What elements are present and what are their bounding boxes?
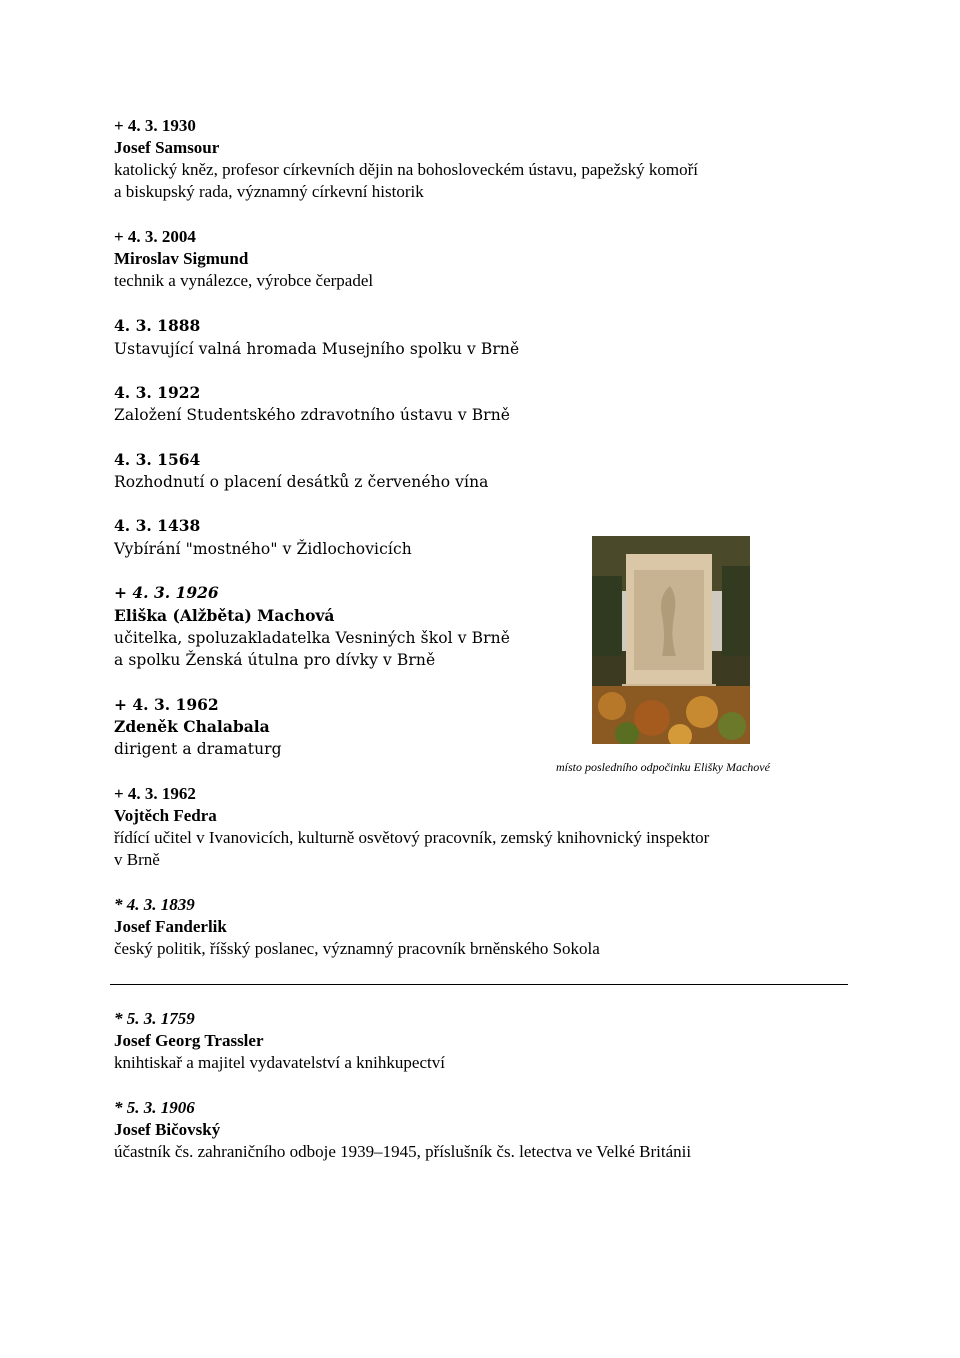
entry-date: * 4. 3. 1839 [114,895,195,914]
entry-name: Vojtěch Fedra [114,806,217,825]
photo-caption: místo posledního odpočinku Elišky Machové [556,760,770,774]
event-date: 4. 3. 1888 [114,316,201,335]
entry-description: technik a vynálezce, výrobce čerpadel [114,271,374,290]
entry-name: Josef Samsour [114,138,220,157]
event-date: 4. 3. 1438 [114,516,201,535]
gravestone-image [592,536,750,744]
gravestone-photo [592,536,750,744]
event-text: Vybírání "mostného" v Židlochovicích [114,540,412,558]
entry-name: Zdeněk Chalabala [114,717,270,736]
section-divider [110,984,848,985]
event-date: 4. 3. 1922 [114,383,201,402]
entry-description: knihtiskař a majitel vydavatelství a knihkupectví [114,1053,445,1072]
entry-description: v Brně [114,850,160,869]
entry-description: katolický kněz, profesor církevních dějin na bohosloveckém ústavu, papežský komoří [114,160,698,179]
entry-date: + 4. 3. 1930 [114,116,196,135]
entry-description: řídící učitel v Ivanovicích, kulturně osvětový pracovník, zemský knihovnický inspektor [114,828,710,847]
entry-description: český politik, říšský poslanec, významný pracovník brněnského Sokola [114,939,600,958]
entry-description: účastník čs. zahraničního odboje 1939–1945, příslušník čs. letectva ve Velké Británii [114,1142,692,1161]
event-text: Ustavující valná hromada Musejního spolku v Brně [114,340,520,358]
event-date: 4. 3. 1564 [114,450,201,469]
entry-name: Josef Bičovský [114,1120,221,1139]
event-text: Rozhodnutí o placení desátků z červeného vína [114,473,489,491]
entry-date: * 5. 3. 1759 [114,1009,195,1028]
entry-name: Miroslav Sigmund [114,249,249,268]
entry-name: Josef Fanderlik [114,917,227,936]
entry-description: dirigent a dramaturg [114,740,282,758]
entry-description: učitelka, spoluzakladatelka Vesniných škol v Brně [114,629,510,647]
entry-description: a spolku Ženská útulna pro dívky v Brně [114,651,436,669]
entry-date: + 4. 3. 2004 [114,227,196,246]
entry-name: Eliška (Alžběta) Machová [114,606,335,625]
entry-date: + 4. 3. 1962 [114,695,219,714]
entry-description: a biskupský rada, významný církevní historik [114,182,424,201]
entry-date: + 4. 3. 1962 [114,784,196,803]
event-text: Založení Studentského zdravotního ústavu v Brně [114,406,511,424]
entry-name: Josef Georg Trassler [114,1031,264,1050]
entry-date: * 5. 3. 1906 [114,1098,195,1117]
entry-date: + 4. 3. 1926 [114,583,219,602]
